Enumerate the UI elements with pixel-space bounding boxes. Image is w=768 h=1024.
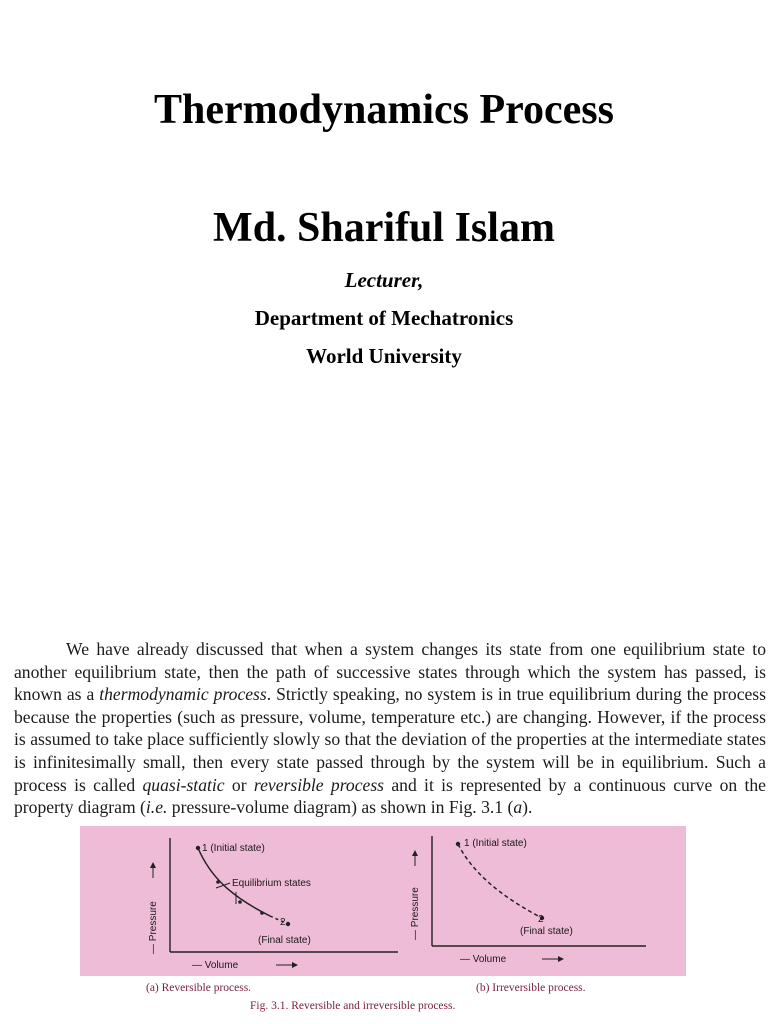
pv-diagrams bbox=[80, 826, 686, 976]
irreversible-diagram bbox=[410, 836, 646, 965]
equilibrium-point bbox=[216, 880, 220, 884]
page-title: Thermodynamics Process bbox=[153, 87, 614, 133]
x-arrow-b bbox=[558, 956, 564, 962]
ylabel-b: — Pressure bbox=[410, 887, 421, 940]
pv-diagram-figure bbox=[80, 826, 686, 976]
excerpt-text: pressure-volume diagram) as shown in Fig. 3.1 ( bbox=[167, 797, 514, 818]
scanned-excerpt bbox=[14, 638, 766, 819]
caption-reversible: (a) Reversible process. bbox=[146, 982, 252, 994]
x-arrow-a bbox=[292, 962, 298, 968]
xlabel-a: — Volume bbox=[192, 960, 239, 971]
label-state2-b: 2 bbox=[538, 914, 544, 925]
author-role: Lecturer, bbox=[344, 268, 424, 292]
state-point-1a bbox=[196, 846, 200, 850]
excerpt-term: thermodynamic process bbox=[99, 684, 267, 705]
equilibrium-point bbox=[260, 911, 264, 915]
label-equilibrium: Equilibrium states bbox=[232, 878, 311, 889]
caption-irreversible: (b) Irreversible process. bbox=[476, 982, 586, 994]
state-point-1b bbox=[456, 842, 460, 846]
author-name: Md. Shariful Islam bbox=[213, 205, 555, 251]
ylabel-a: — Pressure bbox=[148, 901, 159, 954]
department-name: Department of Mechatronics bbox=[254, 306, 514, 330]
xlabel-b: — Volume bbox=[460, 954, 507, 965]
figure-caption: Fig. 3.1. Reversible and irreversible process. bbox=[250, 1000, 456, 1012]
label-state1-a: 1 (Initial state) bbox=[202, 843, 265, 854]
label-final-b: (Final state) bbox=[520, 926, 573, 937]
label-state1-b: 1 (Initial state) bbox=[464, 838, 527, 849]
label-state2-a: 2 bbox=[280, 917, 286, 928]
label-final-a: (Final state) bbox=[258, 935, 311, 946]
irreversible-curve bbox=[458, 844, 542, 918]
state-point-2a bbox=[286, 922, 290, 926]
excerpt-text: We have already discussed that when a system changes its state from one equilibrium state to another equilibrium state, then the path of successive states through which the system has passed, is known as a bbox=[14, 639, 766, 705]
y-arrow-a bbox=[150, 862, 156, 868]
excerpt-text: and it is represented by a continuous curve on the property diagram ( bbox=[14, 774, 766, 818]
excerpt-text: or bbox=[224, 774, 254, 795]
reversible-diagram bbox=[148, 838, 398, 971]
excerpt-term: i.e. bbox=[145, 797, 168, 818]
excerpt-paragraph bbox=[14, 638, 766, 819]
y-arrow-b bbox=[412, 850, 418, 856]
university-name: World University bbox=[306, 344, 462, 368]
excerpt-text: ). bbox=[522, 797, 533, 818]
equilibrium-point bbox=[238, 900, 242, 904]
excerpt-term: a bbox=[513, 797, 523, 818]
excerpt-term: quasi-static bbox=[142, 774, 225, 795]
excerpt-text: . Strictly speaking, no system is in true equilibrium during the process because the properties (such as pressure, volume, temperature etc.) are changing. However, if the process is assumed to take place sufficiently slowly so that the deviation of the properties at the intermediate states is infinitesimally small, then every state passed through by the system will be in equilibrium. Such a process is called bbox=[14, 684, 766, 795]
excerpt-term: reversible process bbox=[253, 774, 385, 795]
